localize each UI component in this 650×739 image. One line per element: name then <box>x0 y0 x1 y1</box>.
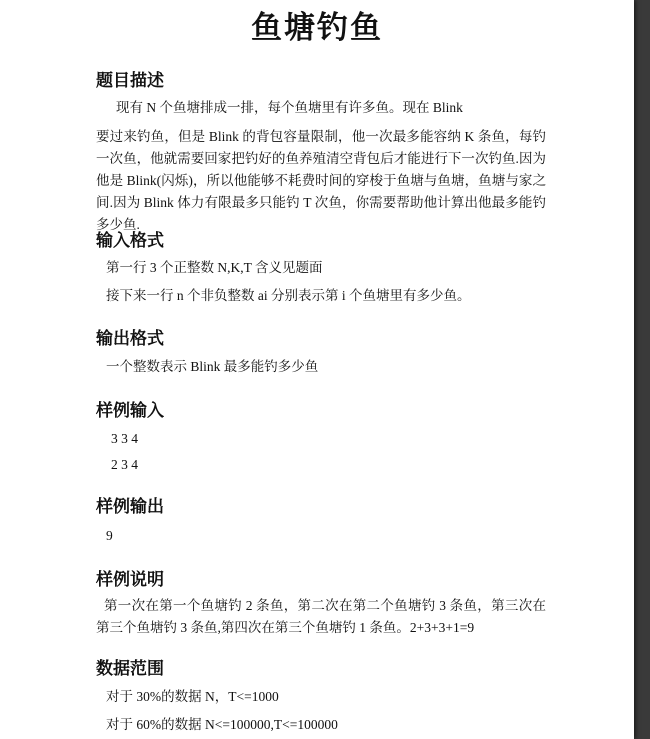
sample-output-value: 9 <box>106 528 113 543</box>
sample-input-line-2: 2 3 4 <box>111 457 138 472</box>
heading-output-format: 输出格式 <box>96 329 164 349</box>
page-title: 鱼塘钓鱼 <box>251 10 383 46</box>
description-first-line: 现有 N 个鱼塘排成一排，每个鱼塘里有许多鱼。现在 Blink <box>116 100 463 115</box>
sample-explanation-body: 第一次在第一个鱼塘钓 2 条鱼，第二次在第二个鱼塘钓 3 条鱼，第三次在第三个鱼塘钓 3 条鱼,第四次在第三个鱼塘钓 1 条鱼。2+3+3+1=9 <box>96 598 546 635</box>
heading-description: 题目描述 <box>96 71 164 91</box>
input-format-line-1: 第一行 3 个正整数 N,K,T 含义见题面 <box>106 260 323 275</box>
description-body: 要过来钓鱼，但是 Blink 的背包容量限制，他一次最多能容纳 K 条鱼，每钓一次鱼，他就需要回家把钓好的鱼养殖清空背包后才能进行下一次钓鱼.因为他是 Blink(闪烁)，所以他能够不耗费时间的穿梭于鱼塘与鱼塘，鱼塘与家之间.因为 Blink 体力有限最多只能钓 T 次鱼，你需要帮助他计算出他最多能钓多少鱼. <box>96 129 546 232</box>
heading-input-format: 输入格式 <box>96 231 164 251</box>
heading-sample-output: 样例输出 <box>96 497 164 517</box>
input-format-line-2: 接下来一行 n 个非负整数 ai 分别表示第 i 个鱼塘里有多少鱼。 <box>106 288 471 303</box>
data-range-line-1: 对于 30%的数据 N，T<=1000 <box>106 689 279 704</box>
sample-input-line-1: 3 3 4 <box>111 431 138 446</box>
data-range-line-2: 对于 60%的数据 N<=100000,T<=100000 <box>106 717 338 732</box>
heading-data-range: 数据范围 <box>96 659 164 679</box>
heading-sample-input: 样例输入 <box>96 401 164 421</box>
heading-sample-explanation: 样例说明 <box>96 570 164 590</box>
output-format-line: 一个整数表示 Blink 最多能钓多少鱼 <box>106 359 319 374</box>
